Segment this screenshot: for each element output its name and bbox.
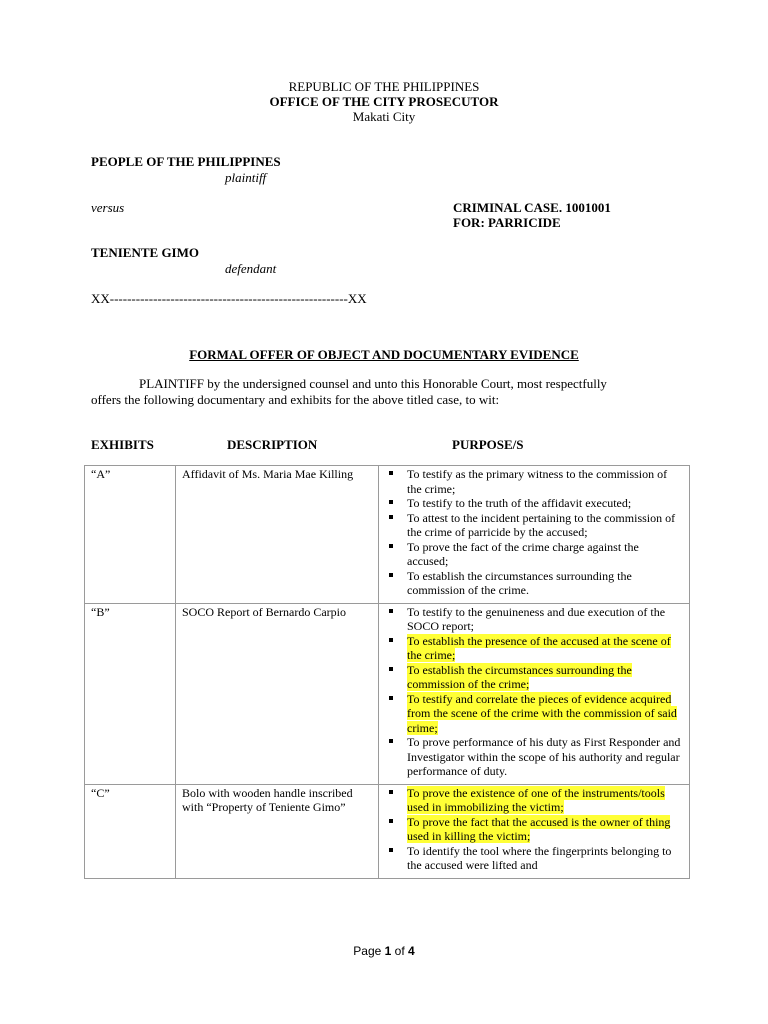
case-number: CRIMINAL CASE. 1001001: [453, 200, 611, 215]
exhibit-label: “B”: [85, 603, 176, 784]
list-item: [385, 844, 683, 873]
exhibit-purposes: [379, 466, 690, 604]
bullet-square-icon: [389, 515, 393, 519]
separator-line: XX-------------------------------------------------------XX: [91, 291, 367, 306]
defendant-name: TENIENTE GIMO: [91, 245, 199, 260]
defendant-role: defendant: [225, 261, 277, 276]
column-header-purposes: PURPOSE/S: [452, 437, 524, 452]
bullet-square-icon: [389, 500, 393, 504]
purpose-list: [385, 786, 683, 873]
purpose-text: To prove the fact of the crime charge against the accused;: [407, 539, 639, 568]
column-header-description: DESCRIPTION: [227, 437, 318, 452]
table-row: [85, 603, 690, 784]
table-row: [85, 784, 690, 878]
intro-paragraph: [91, 376, 691, 408]
highlighted-purpose-text: To establish the circumstances surrounding the commission of the crime;: [407, 662, 632, 691]
list-item: [385, 692, 683, 736]
exhibit-description: Affidavit of Ms. Maria Mae Killing: [176, 466, 379, 604]
plaintiff-name: PEOPLE OF THE PHILIPPINES: [91, 154, 281, 169]
header-republic: REPUBLIC OF THE PHILIPPINES: [288, 79, 480, 94]
footer-of-label: of: [394, 944, 405, 958]
intro-line-2: offers the following documentary and exhibits for the above titled case, to wit:: [91, 392, 500, 407]
bullet-square-icon: [389, 848, 393, 852]
bullet-square-icon: [389, 609, 393, 613]
list-item: [385, 496, 683, 511]
page-footer: [0, 944, 768, 958]
list-item: [385, 605, 683, 634]
column-header-exhibits: EXHIBITS: [91, 437, 154, 452]
list-item: [385, 467, 683, 496]
purpose-text: To testify to the truth of the affidavit executed;: [407, 496, 632, 510]
case-charge: FOR: PARRICIDE: [453, 215, 561, 230]
bullet-square-icon: [389, 739, 393, 743]
intro-line-1: PLAINTIFF by the undersigned counsel and unto this Honorable Court, most respectfully: [139, 376, 607, 391]
bullet-square-icon: [389, 544, 393, 548]
exhibit-description: SOCO Report of Bernardo Carpio: [176, 603, 379, 784]
highlighted-purpose-text: To establish the presence of the accused at the scene of the crime;: [407, 633, 671, 662]
table-row: [85, 466, 690, 604]
bullet-square-icon: [389, 471, 393, 475]
bullet-square-icon: [389, 790, 393, 794]
versus-label: versus: [91, 200, 125, 215]
exhibits-table: [84, 465, 690, 879]
bullet-square-icon: [389, 819, 393, 823]
list-item: [385, 786, 683, 815]
bullet-square-icon: [389, 638, 393, 642]
highlighted-purpose-text: To prove the existence of one of the instruments/tools used in immobilizing the victim;: [407, 785, 665, 814]
bullet-square-icon: [389, 696, 393, 700]
highlighted-purpose-text: To prove the fact that the accused is the owner of thing used in killing the victim;: [407, 814, 671, 843]
exhibit-description: Bolo with wooden handle inscribed with “Property of Teniente Gimo”: [176, 784, 379, 878]
purpose-list: [385, 467, 683, 598]
footer-page-label: Page: [353, 944, 382, 958]
list-item: [385, 569, 683, 598]
exhibit-purposes: [379, 784, 690, 878]
list-item: [385, 540, 683, 569]
exhibit-label: “A”: [85, 466, 176, 604]
purpose-text: To testify as the primary witness to the commission of the crime;: [407, 467, 668, 496]
list-item: [385, 735, 683, 779]
header-office: OFFICE OF THE CITY PROSECUTOR: [269, 94, 499, 109]
purpose-text: To testify to the genuineness and due execution of the SOCO report;: [407, 604, 666, 633]
exhibit-purposes: [379, 603, 690, 784]
footer-total-pages: 4: [408, 944, 415, 958]
list-item: [385, 634, 683, 663]
exhibit-label: “C”: [85, 784, 176, 878]
highlighted-purpose-text: To testify and correlate the pieces of evidence acquired from the scene of the crime with the commission of said crime;: [407, 691, 677, 735]
document-title: FORMAL OFFER OF OBJECT AND DOCUMENTARY EVIDENCE: [189, 347, 579, 362]
purpose-text: To establish the circumstances surrounding the commission of the crime.: [407, 568, 632, 597]
plaintiff-role: plaintiff: [225, 170, 267, 185]
purpose-text: To prove performance of his duty as First Responder and Investigator within the scope of his authority and regular performance of duty.: [407, 735, 681, 778]
purpose-list: [385, 605, 683, 779]
list-item: [385, 815, 683, 844]
purpose-text: To attest to the incident pertaining to the commission of the crime of parricide by the accused;: [407, 510, 676, 539]
list-item: [385, 511, 683, 540]
footer-current-page: 1: [384, 944, 392, 958]
bullet-square-icon: [389, 573, 393, 577]
list-item: [385, 663, 683, 692]
header-city: Makati City: [352, 109, 416, 124]
purpose-text: To identify the tool where the fingerprints belonging to the accused were lifted and: [407, 843, 672, 872]
bullet-square-icon: [389, 667, 393, 671]
